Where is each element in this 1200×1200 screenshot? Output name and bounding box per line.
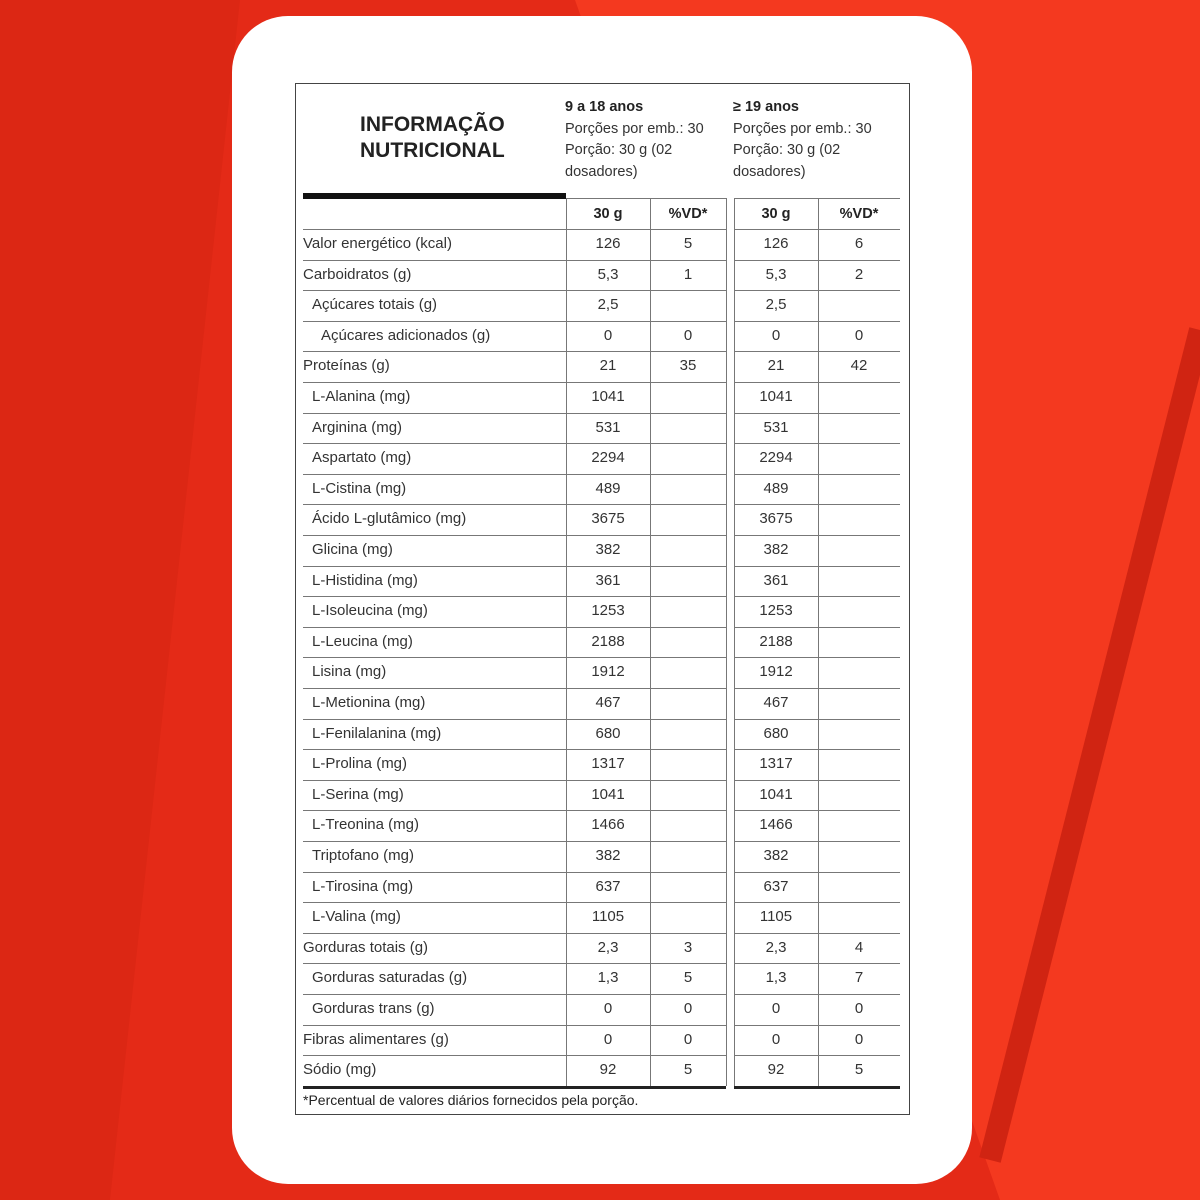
table-row <box>0 504 1200 535</box>
vd-9-18: 1 <box>683 265 693 283</box>
row-divider <box>734 780 900 781</box>
value-9-18: 0 <box>603 1000 613 1017</box>
row-label: Lisina (mg) <box>312 663 387 681</box>
vd-19-plus: 0 <box>854 1030 864 1048</box>
row-divider <box>303 474 726 475</box>
value-19-plus: 1912 <box>759 663 793 681</box>
value-9-18: 680 <box>595 724 621 742</box>
value-9-18: 1105 <box>591 908 625 926</box>
row-divider <box>303 657 726 658</box>
row-label: L-Histidina (mg) <box>312 571 418 589</box>
row-label: L-Tirosina (mg) <box>312 877 414 895</box>
row-label: L-Alanina (mg) <box>312 388 411 405</box>
row-divider <box>734 443 900 444</box>
vd-9-18 <box>650 749 726 780</box>
table-title <box>360 112 560 164</box>
row-divider <box>734 260 900 261</box>
value-9-18: 5,3 <box>597 265 619 283</box>
vd-19-plus <box>818 627 900 658</box>
row-divider <box>734 474 900 475</box>
row-divider <box>734 872 900 873</box>
row-label: Gorduras totais (g) <box>303 938 429 956</box>
vd-19-plus <box>818 443 900 474</box>
vd-9-18 <box>650 810 726 841</box>
value-9-18: 1317 <box>591 755 625 773</box>
value-9-18: 1,3 <box>597 969 619 987</box>
row-divider <box>734 504 900 505</box>
vd-9-18 <box>650 413 726 444</box>
table-row <box>0 474 1200 505</box>
row-divider <box>303 749 726 750</box>
value-19-plus: 489 <box>763 479 789 497</box>
row-divider <box>303 780 726 781</box>
value-9-18: 382 <box>595 541 621 558</box>
row-divider <box>303 1025 726 1026</box>
value-9-18: 92 <box>599 1061 617 1079</box>
vd-9-18 <box>650 719 726 750</box>
value-19-plus: 0 <box>771 1000 781 1017</box>
row-divider <box>303 596 726 597</box>
value-19-plus: 1,3 <box>765 969 787 987</box>
row-divider <box>303 382 726 383</box>
vd-9-18 <box>650 566 726 597</box>
value-19-plus: 1466 <box>759 816 793 834</box>
row-divider <box>303 413 726 414</box>
vd-19-plus <box>818 902 900 933</box>
table-row <box>0 657 1200 688</box>
value-19-plus: 92 <box>767 1061 785 1079</box>
row-label: L-Leucina (mg) <box>312 632 413 650</box>
value-19-plus: 1041 <box>759 785 793 803</box>
row-divider <box>303 994 726 995</box>
value-19-plus: 382 <box>763 541 789 558</box>
row-divider <box>303 810 726 811</box>
col-header-b-vd: %VD* <box>839 206 879 222</box>
row-label: Aspartato (mg) <box>312 449 412 467</box>
row-label: Açúcares adicionados (g) <box>321 326 491 344</box>
column-divider <box>726 198 727 1086</box>
value-19-plus: 382 <box>763 847 789 864</box>
table-row <box>0 902 1200 933</box>
table-row <box>0 719 1200 750</box>
row-divider <box>303 351 726 352</box>
row-label: Glicina (mg) <box>312 541 393 558</box>
value-9-18: 1253 <box>591 602 625 620</box>
vd-19-plus <box>818 413 900 444</box>
value-19-plus: 0 <box>771 1030 781 1048</box>
value-9-18: 126 <box>595 235 621 252</box>
row-divider <box>734 229 900 230</box>
vd-19-plus: 6 <box>854 235 864 252</box>
vd-19-plus <box>818 382 900 413</box>
vd-9-18: 35 <box>679 357 697 375</box>
row-label: Açúcares totais (g) <box>312 296 438 314</box>
value-19-plus: 361 <box>763 571 789 589</box>
row-divider <box>303 841 726 842</box>
value-19-plus: 0 <box>771 326 781 344</box>
table-row <box>0 810 1200 841</box>
vd-19-plus <box>818 841 900 872</box>
vd-9-18 <box>650 627 726 658</box>
table-row <box>0 382 1200 413</box>
vd-9-18 <box>650 902 726 933</box>
table-row <box>0 963 1200 994</box>
row-divider <box>303 688 726 689</box>
vd-9-18 <box>650 443 726 474</box>
value-19-plus: 2,5 <box>765 296 787 314</box>
row-divider <box>734 1055 900 1056</box>
value-9-18: 2,5 <box>597 296 619 314</box>
vd-19-plus <box>818 504 900 535</box>
row-divider <box>734 596 900 597</box>
value-19-plus: 21 <box>767 357 785 375</box>
row-label: Carboidratos (g) <box>303 265 412 283</box>
vd-19-plus <box>818 780 900 811</box>
header-divider <box>303 193 566 199</box>
footnote: *Percentual de valores diários fornecidos pela porção. <box>303 1092 639 1108</box>
row-label: Fibras alimentares (g) <box>303 1030 449 1048</box>
value-19-plus: 1317 <box>759 755 793 773</box>
table-row <box>0 260 1200 291</box>
table-row <box>0 841 1200 872</box>
value-19-plus: 3675 <box>759 510 793 528</box>
vd-9-18 <box>650 504 726 535</box>
row-divider <box>303 566 726 567</box>
vd-19-plus <box>818 596 900 627</box>
row-divider <box>303 260 726 261</box>
row-divider <box>734 810 900 811</box>
value-9-18: 1912 <box>591 663 625 681</box>
row-label: Gorduras trans (g) <box>312 1000 435 1017</box>
row-label: L-Treonina (mg) <box>312 816 419 834</box>
value-9-18: 2294 <box>591 449 625 467</box>
vd-9-18 <box>650 780 726 811</box>
vd-9-18: 5 <box>683 969 693 987</box>
row-divider <box>303 872 726 873</box>
row-divider <box>303 504 726 505</box>
row-label: L-Prolina (mg) <box>312 755 408 773</box>
row-label: L-Serina (mg) <box>312 785 404 803</box>
value-19-plus: 2188 <box>759 632 793 650</box>
group-age: 9 a 18 anos <box>565 99 644 115</box>
value-9-18: 637 <box>595 877 621 895</box>
table-bottom-rule <box>734 1086 900 1089</box>
col-header-a-vd: %VD* <box>668 206 708 222</box>
row-divider <box>734 1025 900 1026</box>
row-divider <box>734 902 900 903</box>
title-line-2: NUTRICIONAL <box>360 139 505 162</box>
row-label: Triptofano (mg) <box>312 847 414 864</box>
vd-9-18 <box>650 657 726 688</box>
table-row <box>0 443 1200 474</box>
value-19-plus: 5,3 <box>765 265 787 283</box>
vd-19-plus: 2 <box>854 265 864 283</box>
group-age: ≥ 19 anos <box>733 99 799 115</box>
row-divider <box>734 351 900 352</box>
value-19-plus: 1041 <box>759 388 793 405</box>
value-19-plus: 2294 <box>759 449 793 467</box>
value-9-18: 3675 <box>591 510 625 528</box>
row-divider <box>734 841 900 842</box>
vd-9-18 <box>650 382 726 413</box>
table-row <box>0 229 1200 260</box>
value-9-18: 467 <box>595 694 621 711</box>
table-row <box>0 627 1200 658</box>
row-divider <box>734 657 900 658</box>
value-19-plus: 531 <box>763 418 789 436</box>
value-19-plus: 2,3 <box>765 938 787 956</box>
column-divider <box>566 198 567 1086</box>
row-label: Ácido L-glutâmico (mg) <box>312 510 467 528</box>
row-divider <box>734 963 900 964</box>
vd-19-plus <box>818 474 900 505</box>
row-divider <box>734 933 900 934</box>
vd-9-18: 5 <box>683 1061 693 1079</box>
value-19-plus: 1105 <box>759 908 793 926</box>
table-row <box>0 688 1200 719</box>
value-19-plus: 1253 <box>759 602 793 620</box>
vd-19-plus <box>818 719 900 750</box>
row-divider <box>734 413 900 414</box>
row-divider <box>303 902 726 903</box>
row-divider <box>734 994 900 995</box>
value-9-18: 1041 <box>591 785 625 803</box>
row-label: Arginina (mg) <box>312 418 403 436</box>
table-row <box>0 780 1200 811</box>
table-row <box>0 872 1200 903</box>
vd-19-plus <box>818 290 900 321</box>
row-divider <box>734 321 900 322</box>
group-portion-cont: dosadores) <box>565 163 638 180</box>
value-19-plus: 467 <box>763 694 789 711</box>
table-row <box>0 351 1200 382</box>
row-divider <box>303 443 726 444</box>
group-portion: Porção: 30 g (02 <box>733 142 841 158</box>
vd-9-18: 0 <box>683 1000 693 1017</box>
table-row <box>0 994 1200 1025</box>
vd-19-plus: 42 <box>850 357 868 375</box>
table-bottom-rule <box>303 1086 726 1089</box>
row-divider <box>303 290 726 291</box>
vd-19-plus <box>818 535 900 566</box>
value-19-plus: 126 <box>763 235 789 252</box>
vd-19-plus <box>818 566 900 597</box>
group-9-18 <box>565 97 725 183</box>
value-9-18: 21 <box>599 357 617 375</box>
table-row <box>0 1025 1200 1056</box>
row-divider <box>734 382 900 383</box>
vd-9-18: 0 <box>683 326 693 344</box>
vd-9-18 <box>650 841 726 872</box>
table-row <box>0 413 1200 444</box>
vd-19-plus <box>818 688 900 719</box>
vd-9-18 <box>650 535 726 566</box>
row-divider <box>734 566 900 567</box>
row-divider <box>303 1055 726 1056</box>
table-row <box>0 749 1200 780</box>
vd-19-plus <box>818 657 900 688</box>
row-label: Valor energético (kcal) <box>303 235 452 252</box>
row-divider <box>734 688 900 689</box>
row-label: Sódio (mg) <box>303 1061 377 1079</box>
vd-9-18 <box>650 596 726 627</box>
row-divider <box>303 719 726 720</box>
vd-19-plus: 0 <box>854 326 864 344</box>
row-divider <box>303 963 726 964</box>
vd-9-18 <box>650 872 726 903</box>
table-row <box>0 321 1200 352</box>
row-divider <box>734 535 900 536</box>
vd-19-plus: 0 <box>854 1000 864 1017</box>
table-row <box>0 566 1200 597</box>
row-divider <box>303 321 726 322</box>
vd-9-18: 3 <box>683 938 693 956</box>
vd-9-18 <box>650 688 726 719</box>
row-divider <box>303 933 726 934</box>
table-row <box>0 933 1200 964</box>
value-9-18: 1466 <box>591 816 625 834</box>
table-row <box>0 596 1200 627</box>
row-divider <box>734 749 900 750</box>
value-19-plus: 680 <box>763 724 789 742</box>
table-row <box>0 290 1200 321</box>
row-label: L-Cistina (mg) <box>312 479 407 497</box>
value-9-18: 361 <box>595 571 621 589</box>
row-divider <box>303 627 726 628</box>
value-9-18: 1041 <box>591 388 625 405</box>
value-9-18: 2,3 <box>597 938 619 956</box>
value-9-18: 489 <box>595 479 621 497</box>
vd-19-plus <box>818 810 900 841</box>
vd-19-plus <box>818 872 900 903</box>
row-divider <box>734 719 900 720</box>
row-label: Proteínas (g) <box>303 357 390 375</box>
vd-19-plus: 5 <box>854 1061 864 1079</box>
row-divider <box>303 229 726 230</box>
value-19-plus: 637 <box>763 877 789 895</box>
vd-9-18: 5 <box>683 235 693 252</box>
group-servings: Porções por emb.: 30 <box>733 120 872 137</box>
value-9-18: 531 <box>595 418 621 436</box>
column-divider <box>734 198 735 1086</box>
group-servings: Porções por emb.: 30 <box>565 120 704 137</box>
column-divider <box>650 198 651 1086</box>
vd-9-18: 0 <box>683 1030 693 1048</box>
vd-19-plus: 4 <box>854 938 864 956</box>
table-row <box>0 1055 1200 1086</box>
row-label: L-Isoleucina (mg) <box>312 602 428 620</box>
vd-9-18 <box>650 290 726 321</box>
group-portion: Porção: 30 g (02 <box>565 142 673 158</box>
row-label: Gorduras saturadas (g) <box>312 969 468 987</box>
table-row <box>0 535 1200 566</box>
value-9-18: 382 <box>595 847 621 864</box>
title-line-1: INFORMAÇÃO <box>360 113 505 136</box>
value-9-18: 0 <box>603 326 613 344</box>
vd-19-plus: 7 <box>854 969 864 987</box>
row-label: L-Fenilalanina (mg) <box>312 724 442 742</box>
column-divider <box>818 198 819 1086</box>
row-label: L-Valina (mg) <box>312 908 401 926</box>
group-19-plus <box>733 97 898 183</box>
vd-9-18 <box>650 474 726 505</box>
row-divider <box>303 535 726 536</box>
group-portion-cont: dosadores) <box>733 163 806 180</box>
value-9-18: 0 <box>603 1030 613 1048</box>
row-divider <box>734 627 900 628</box>
row-label: L-Metionina (mg) <box>312 694 426 711</box>
col-header-a-amount: 30 g <box>593 206 623 222</box>
col-header-b-amount: 30 g <box>761 206 791 222</box>
vd-19-plus <box>818 749 900 780</box>
value-9-18: 2188 <box>591 632 625 650</box>
row-divider <box>734 290 900 291</box>
